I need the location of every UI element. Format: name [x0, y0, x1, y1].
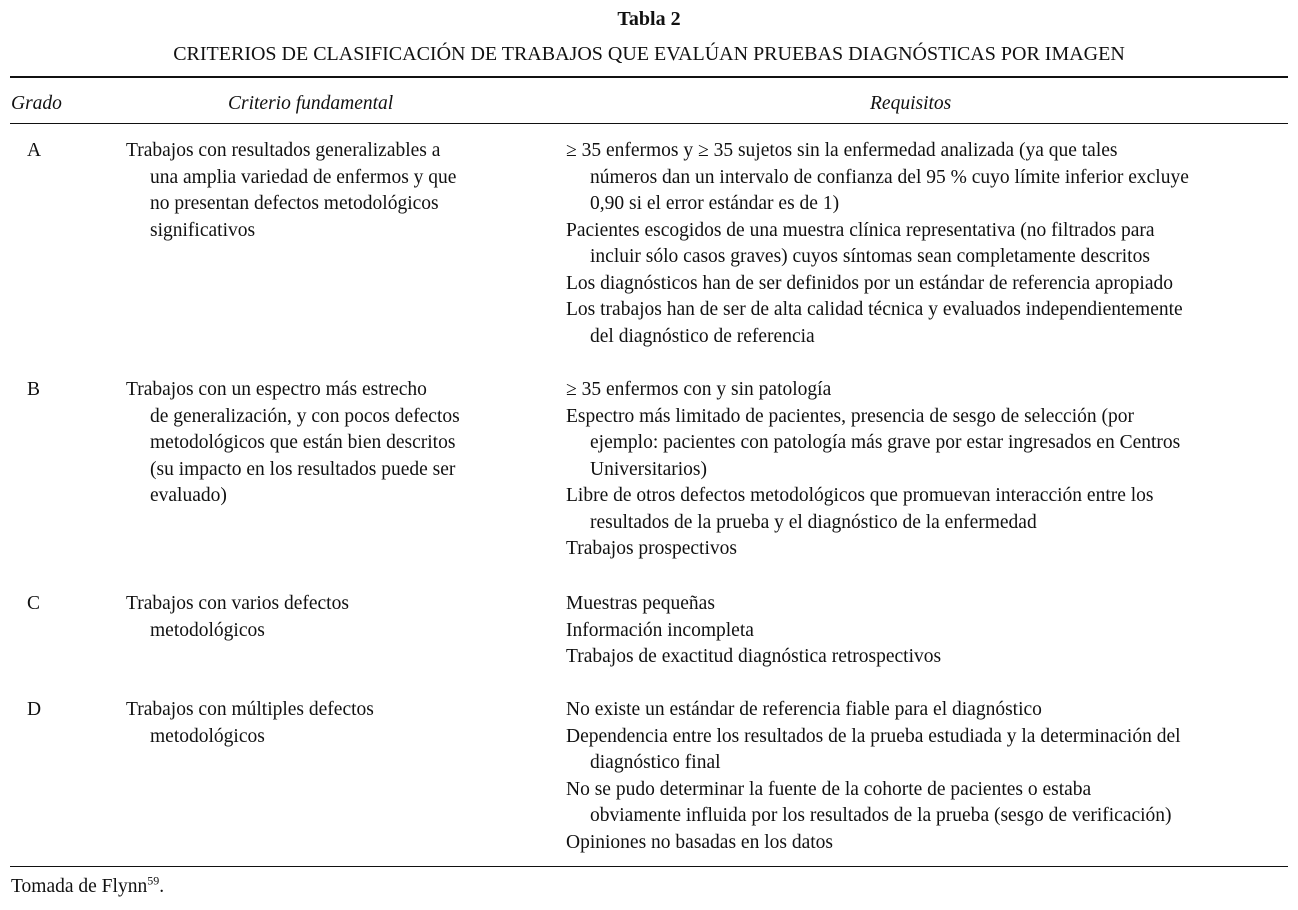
grade-cell: D	[27, 699, 42, 720]
requirement-item	[566, 271, 1291, 298]
requirement-line: Pacientes escogidos de una muestra clínica representativa (no filtrados para	[566, 219, 1155, 241]
requirement-line: ejemplo: pacientes con patología más grave por estar ingresados en Centros	[590, 432, 1181, 453]
requirement-item	[566, 618, 1291, 645]
requirement-line: Dependencia entre los resultados de la prueba estudiada y la determinación del	[566, 725, 1181, 747]
requirement-line: Muestras pequeñas	[566, 593, 715, 614]
criterion-line: evaluado)	[150, 485, 227, 506]
top-rule	[10, 76, 1288, 78]
criterion-line: Trabajos con múltiples defectos	[126, 699, 374, 720]
requirement-item	[566, 536, 1291, 563]
criterion-line: Trabajos con un espectro más estrecho	[126, 379, 427, 400]
grade-cell: C	[27, 593, 41, 614]
requirement-line: resultados de la prueba y el diagnóstico de la enfermedad	[590, 511, 1037, 533]
requirement-line: Los trabajos han de ser de alta calidad técnica y evaluados independientemente	[566, 299, 1183, 320]
header-criterio: Criterio fundamental	[228, 93, 394, 114]
requirement-item	[566, 697, 1291, 724]
requirement-item	[566, 218, 1291, 271]
requirement-line: 0,90 si el error estándar es de 1)	[590, 193, 840, 214]
requirement-item	[566, 483, 1291, 536]
header-rule	[10, 123, 1288, 124]
requirement-item	[566, 777, 1291, 830]
grade-cell: B	[27, 379, 41, 400]
requirement-item	[566, 377, 1291, 404]
grade-cell: A	[27, 140, 42, 161]
criterion-line: significativos	[150, 219, 256, 241]
requirement-line: números dan un intervalo de confianza del 95 % cuyo límite inferior excluye	[590, 166, 1189, 188]
requirement-item	[566, 830, 1291, 857]
requirement-line: No existe un estándar de referencia fiable para el diagnóstico	[566, 699, 1042, 720]
criterion-cell	[126, 591, 526, 644]
requirement-line: Trabajos prospectivos	[566, 538, 737, 559]
criterion-line: Trabajos con varios defectos	[126, 593, 349, 614]
criterion-line: metodológicos que están bien descritos	[150, 432, 456, 453]
footnote-end: .	[159, 876, 165, 897]
table-title: Tabla 2	[617, 8, 681, 30]
requirement-line: Universitarios)	[590, 458, 707, 480]
requirements-cell	[566, 697, 1291, 856]
requirement-line: Trabajos de exactitud diagnóstica retrospectivos	[566, 646, 942, 667]
requirement-line: incluir sólo casos graves) cuyos síntomas sean completamente descritos	[590, 246, 1150, 267]
requirement-line: ≥ 35 enfermos con y sin patología	[566, 379, 832, 400]
criterion-line: de generalización, y con pocos defectos	[150, 405, 460, 427]
requirement-line: Libre de otros defectos metodológicos que promuevan interacción entre los	[566, 485, 1154, 506]
footnote	[11, 874, 164, 901]
requirement-line: Opiniones no basadas en los datos	[566, 831, 834, 853]
bottom-rule	[10, 866, 1288, 867]
requirement-line: diagnóstico final	[590, 752, 721, 773]
requirement-item	[566, 591, 1291, 618]
criterion-line: (su impacto en los resultados puede ser	[150, 458, 456, 480]
criterion-line: Trabajos con resultados generalizables a	[126, 140, 441, 161]
criterion-cell	[126, 377, 526, 510]
criterion-line: una amplia variedad de enfermos y que	[150, 166, 457, 188]
criterion-line: metodológicos	[150, 619, 265, 641]
requirement-line: del diagnóstico de referencia	[590, 325, 815, 347]
requirement-item	[566, 644, 1291, 671]
header-grado: Grado	[11, 93, 62, 114]
criterion-line: metodológicos	[150, 725, 265, 747]
requirement-item	[566, 404, 1291, 484]
requirement-item	[566, 724, 1291, 777]
requirement-item	[566, 297, 1291, 350]
criterion-cell	[126, 697, 526, 750]
header-requisitos: Requisitos	[870, 93, 952, 114]
requirement-line: obviamente influida por los resultados de la prueba (sesgo de verificación)	[590, 805, 1172, 826]
requirements-cell	[566, 138, 1291, 350]
requirement-item	[566, 138, 1291, 218]
requirement-line: ≥ 35 enfermos y ≥ 35 sujetos sin la enfermedad analizada (ya que tales	[566, 140, 1118, 161]
table-subtitle: CRITERIOS DE CLASIFICACIÓN DE TRABAJOS QUE EVALÚAN PRUEBAS DIAGNÓSTICAS POR IMAGEN	[173, 43, 1125, 65]
requirement-line: Espectro más limitado de pacientes, presencia de sesgo de selección (por	[566, 405, 1134, 427]
requirement-line: No se pudo determinar la fuente de la cohorte de pacientes o estaba	[566, 778, 1092, 800]
requirements-cell	[566, 377, 1291, 563]
requirement-line: Los diagnósticos han de ser definidos por un estándar de referencia apropiado	[566, 272, 1173, 294]
footnote-text: Tomada de Flynn	[11, 876, 148, 897]
criterion-cell	[126, 138, 526, 244]
requirements-cell	[566, 591, 1291, 671]
criterion-line: no presentan defectos metodológicos	[150, 193, 439, 214]
requirement-line: Información incompleta	[566, 619, 754, 641]
footnote-ref: 59	[147, 873, 160, 888]
